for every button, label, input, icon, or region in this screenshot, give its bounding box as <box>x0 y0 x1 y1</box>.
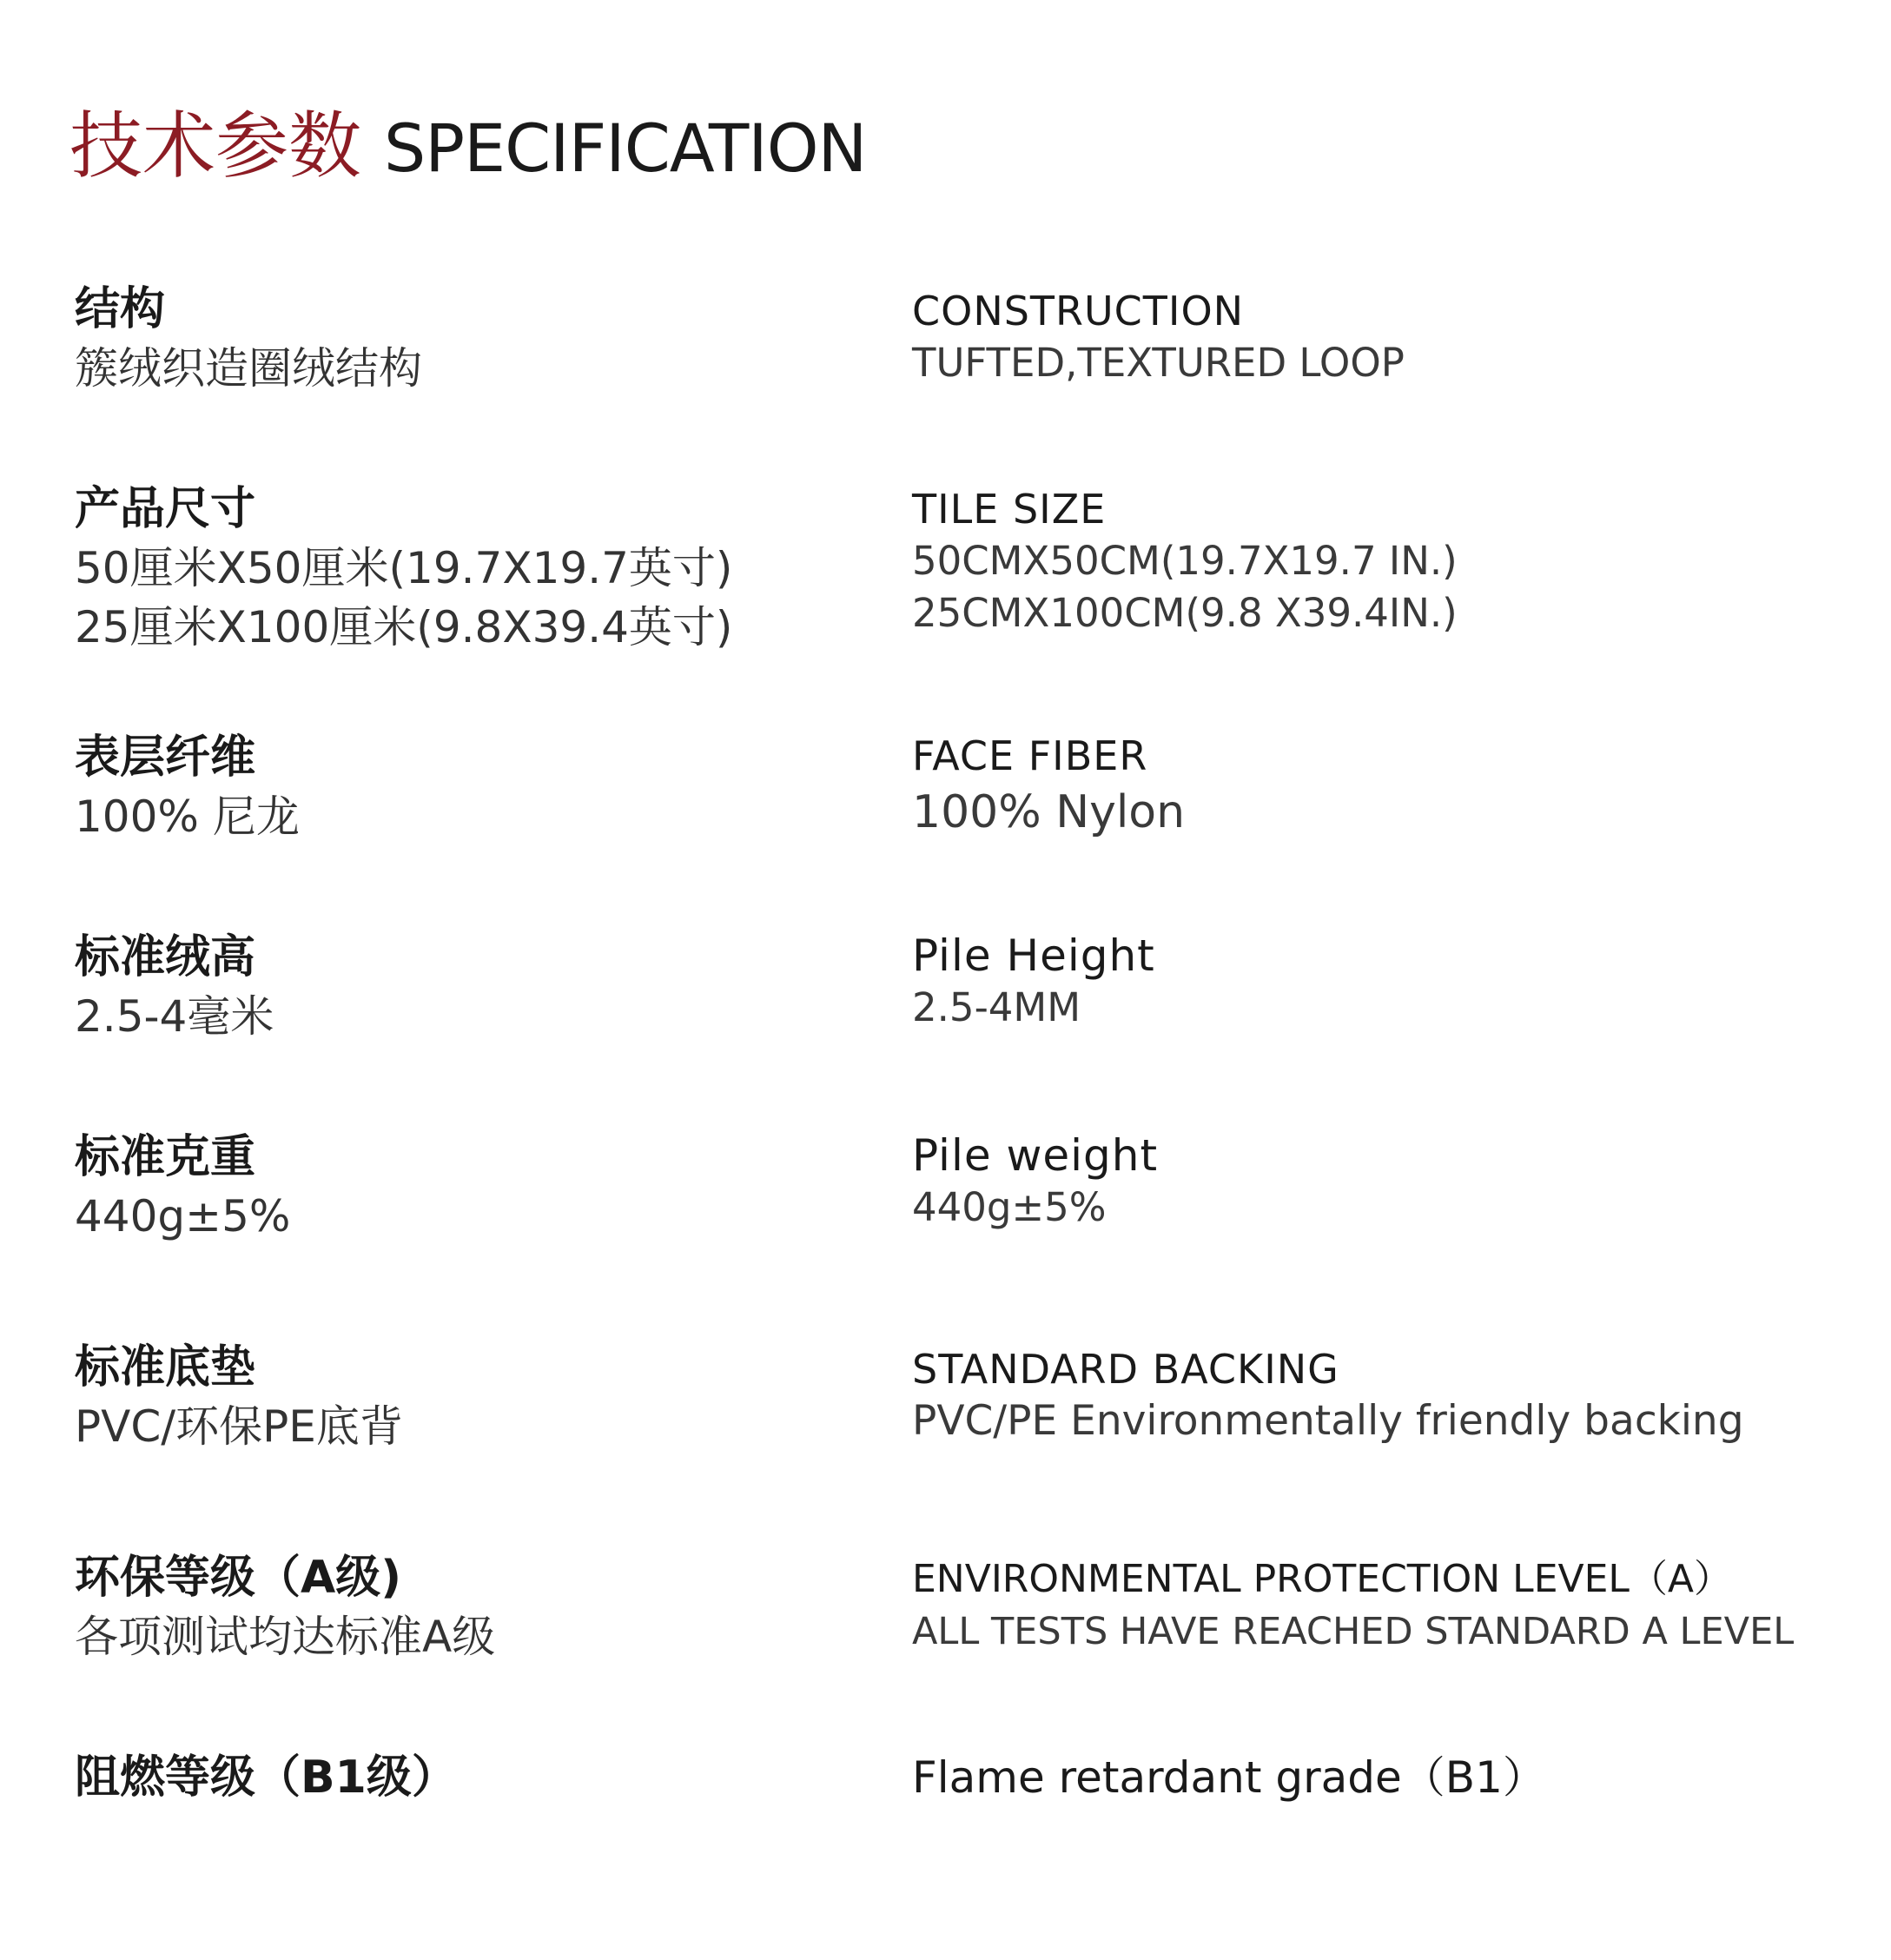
spec-cn-label: 产品尺寸 <box>75 483 256 535</box>
spec-cn-block <box>75 1338 856 1456</box>
spec-en-block <box>912 1129 1850 1234</box>
spec-cn-block <box>75 928 856 1046</box>
spec-en-value: TUFTED,TEXTURED LOOP <box>912 340 1405 386</box>
spec-en-value: ALL TESTS HAVE REACHED STANDARD A LEVEL <box>912 1610 1795 1653</box>
spec-en-block <box>912 483 1850 639</box>
spec-cn-label: 表层纤维 <box>75 732 256 784</box>
spec-cn-label: 标准绒高 <box>75 931 256 983</box>
spec-cn-value: 440g±5% <box>75 1191 291 1242</box>
spec-en-label: Pile weight <box>912 1130 1159 1181</box>
spec-cn-value: 簇绒织造圈绒结构 <box>75 343 422 394</box>
spec-cn-block <box>75 480 856 657</box>
spec-cn-value: 50厘米X50厘米(19.7X19.7英寸) <box>75 543 733 593</box>
spec-en-label: Flame retardant grade（B1） <box>912 1752 1546 1803</box>
spec-en-label: STANDARD BACKING <box>912 1346 1339 1393</box>
spec-cn-label: 标准底垫 <box>75 1341 256 1394</box>
page-header <box>69 103 866 198</box>
spec-en-label: CONSTRUCTION <box>912 288 1245 334</box>
spec-cn-value: 2.5-4毫米 <box>75 991 274 1042</box>
spec-cn-value: 各项测试均达标准A级 <box>75 1612 496 1662</box>
spec-cn-block <box>75 1128 856 1246</box>
spec-en-block <box>912 1553 1850 1658</box>
spec-cn-block <box>75 1548 856 1666</box>
spec-en-value: 2.5-4MM <box>912 984 1081 1030</box>
spec-en-block <box>912 285 1850 389</box>
spec-cn-value: 100% 尼龙 <box>75 791 300 842</box>
spec-cn-label: 环保等级（A级) <box>75 1552 402 1604</box>
spec-en-label: FACE FIBER <box>912 732 1148 779</box>
spec-en-value: 50CMX50CM(19.7X19.7 IN.) <box>912 538 1458 584</box>
spec-en-label: TILE SIZE <box>912 486 1107 533</box>
spec-cn-value: 25厘米X100厘米(9.8X39.4英寸) <box>75 602 733 652</box>
spec-en-block <box>912 730 1850 843</box>
spec-en-value: 440g±5% <box>912 1184 1107 1230</box>
spec-cn-label: 阻燃等级（B1级） <box>75 1751 457 1804</box>
spec-cn-value: PVC/环保PE底背 <box>75 1401 403 1452</box>
spec-en-label: Pile Height <box>912 930 1155 981</box>
page-title-chinese: 技术参数 <box>69 103 362 189</box>
spec-en-block <box>912 930 1850 1034</box>
spec-cn-block <box>75 280 856 398</box>
spec-cn-label: 结构 <box>75 283 166 335</box>
spec-en-label: ENVIRONMENTAL PROTECTION LEVEL（A） <box>912 1557 1733 1601</box>
spec-cn-label: 标准克重 <box>75 1131 256 1183</box>
spec-en-block <box>912 1343 1850 1447</box>
page-title-english: SPECIFICATION <box>384 109 867 187</box>
spec-cn-block <box>75 1748 856 1807</box>
spec-en-value: 100% Nylon <box>912 786 1186 838</box>
spec-en-value: 25CMX100CM(9.8 X39.4IN.) <box>912 590 1458 636</box>
spec-en-value: PVC/PE Environmentally friendly backing <box>912 1397 1744 1445</box>
spec-cn-block <box>75 728 856 846</box>
spec-en-block <box>912 1751 1850 1804</box>
